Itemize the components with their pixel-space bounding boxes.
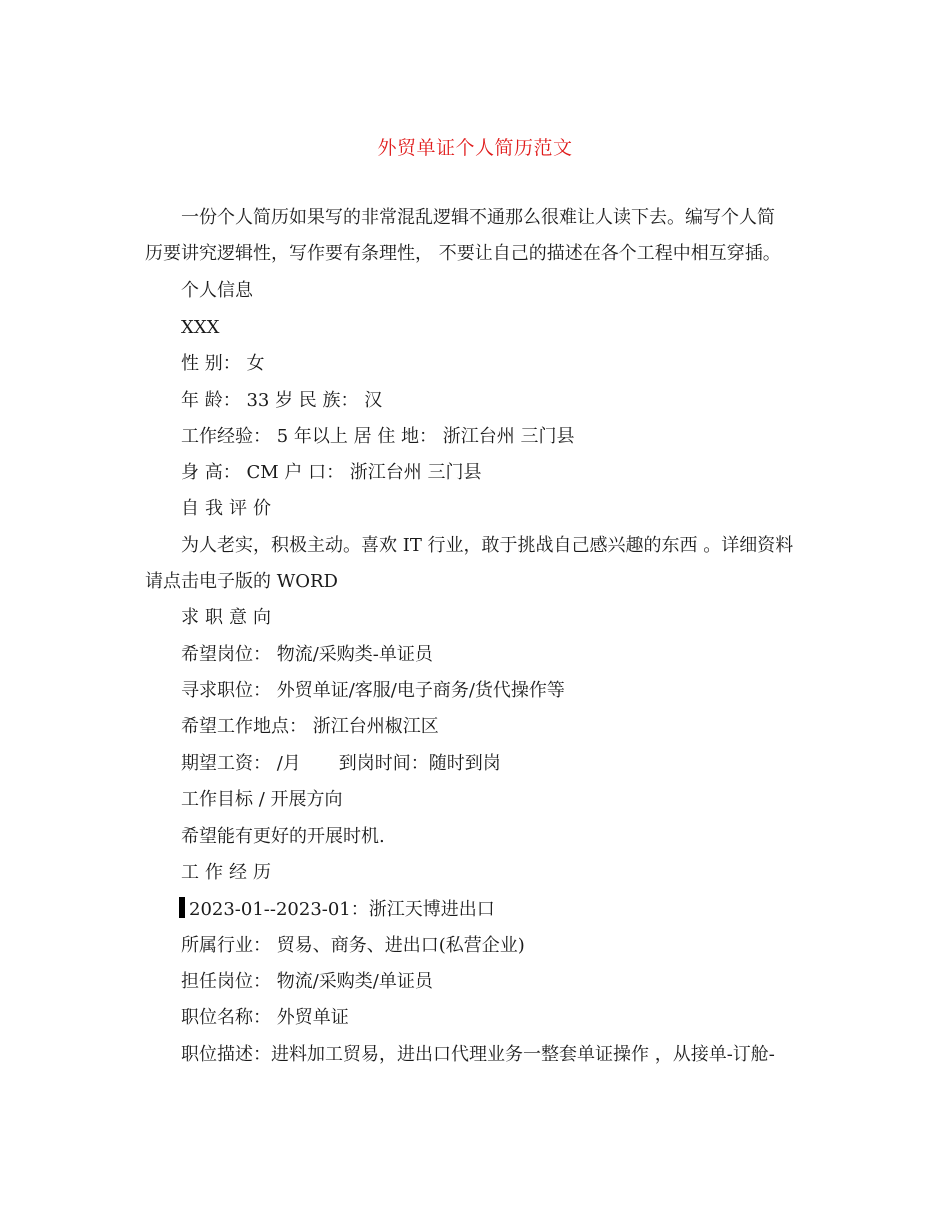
expected-salary: 期望工资： /月: [181, 753, 301, 774]
desired-position-line: 希望岗位： 物流/采购类-单证员: [181, 644, 433, 665]
work-goal-text: 希望能有更好的开展时机.: [181, 826, 385, 847]
desired-location-line: 希望工作地点： 浙江台州椒江区: [181, 716, 439, 737]
intro-line-2: 历要讲究逻辑性，写作要有条理性， 不要让自己的描述在各个工程中相互穿插。: [145, 243, 781, 264]
gender-line: 性 别： 女: [181, 353, 265, 374]
self-evaluation-line-2: 请点击电子版的 WORD: [145, 571, 338, 592]
sought-job-line: 寻求职位： 外贸单证/客服/电子商务/货代操作等: [181, 680, 565, 701]
job-description-line: 职位描述：进料加工贸易，进出口代理业务一整套单证操作 ，从接单-订舱-: [181, 1044, 775, 1065]
experience-residence-line: 工作经验： 5 年以上 居 住 地： 浙江台州 三门县: [181, 426, 575, 447]
role-line: 担任岗位： 物流/采购类/单证员: [181, 971, 433, 992]
industry-line: 所属行业： 贸易、商务、进出口(私营企业): [181, 935, 525, 956]
arrival-time: 到岗时间：随时到岗: [338, 753, 501, 774]
work-goal-heading: 工作目标 / 开展方向: [181, 789, 343, 810]
age-ethnicity-line: 年 龄： 33 岁 民 族： 汉: [181, 390, 383, 411]
height-hukou-line: 身 高： CM 户 口： 浙江台州 三门县: [181, 462, 482, 483]
salary-arrival-line: [181, 752, 501, 776]
self-evaluation-heading: 自我评价: [181, 498, 277, 519]
self-evaluation-line-1: 为人老实，积极主动。喜欢 IT 行业，敢于挑战自己感兴趣的东西 。详细资料: [181, 535, 794, 556]
intro-line-1: 一份个人简历如果写的非常混乱逻辑不通那么很难让人读下去。编写个人简: [181, 207, 775, 228]
section-marker: [179, 897, 185, 918]
personal-info-heading: 个人信息: [181, 280, 253, 301]
job-intention-heading: 求职意向: [181, 607, 277, 628]
job-period: 2023-01--2023-01：浙江天博进出口: [189, 899, 495, 920]
work-history-heading: 工作经历: [181, 862, 277, 883]
resume-name: XXX: [181, 317, 220, 338]
job-title-line: 职位名称： 外贸单证: [181, 1007, 349, 1028]
job-period-line: [179, 897, 495, 922]
document-title: 外贸单证个人简历范文: [377, 137, 573, 159]
